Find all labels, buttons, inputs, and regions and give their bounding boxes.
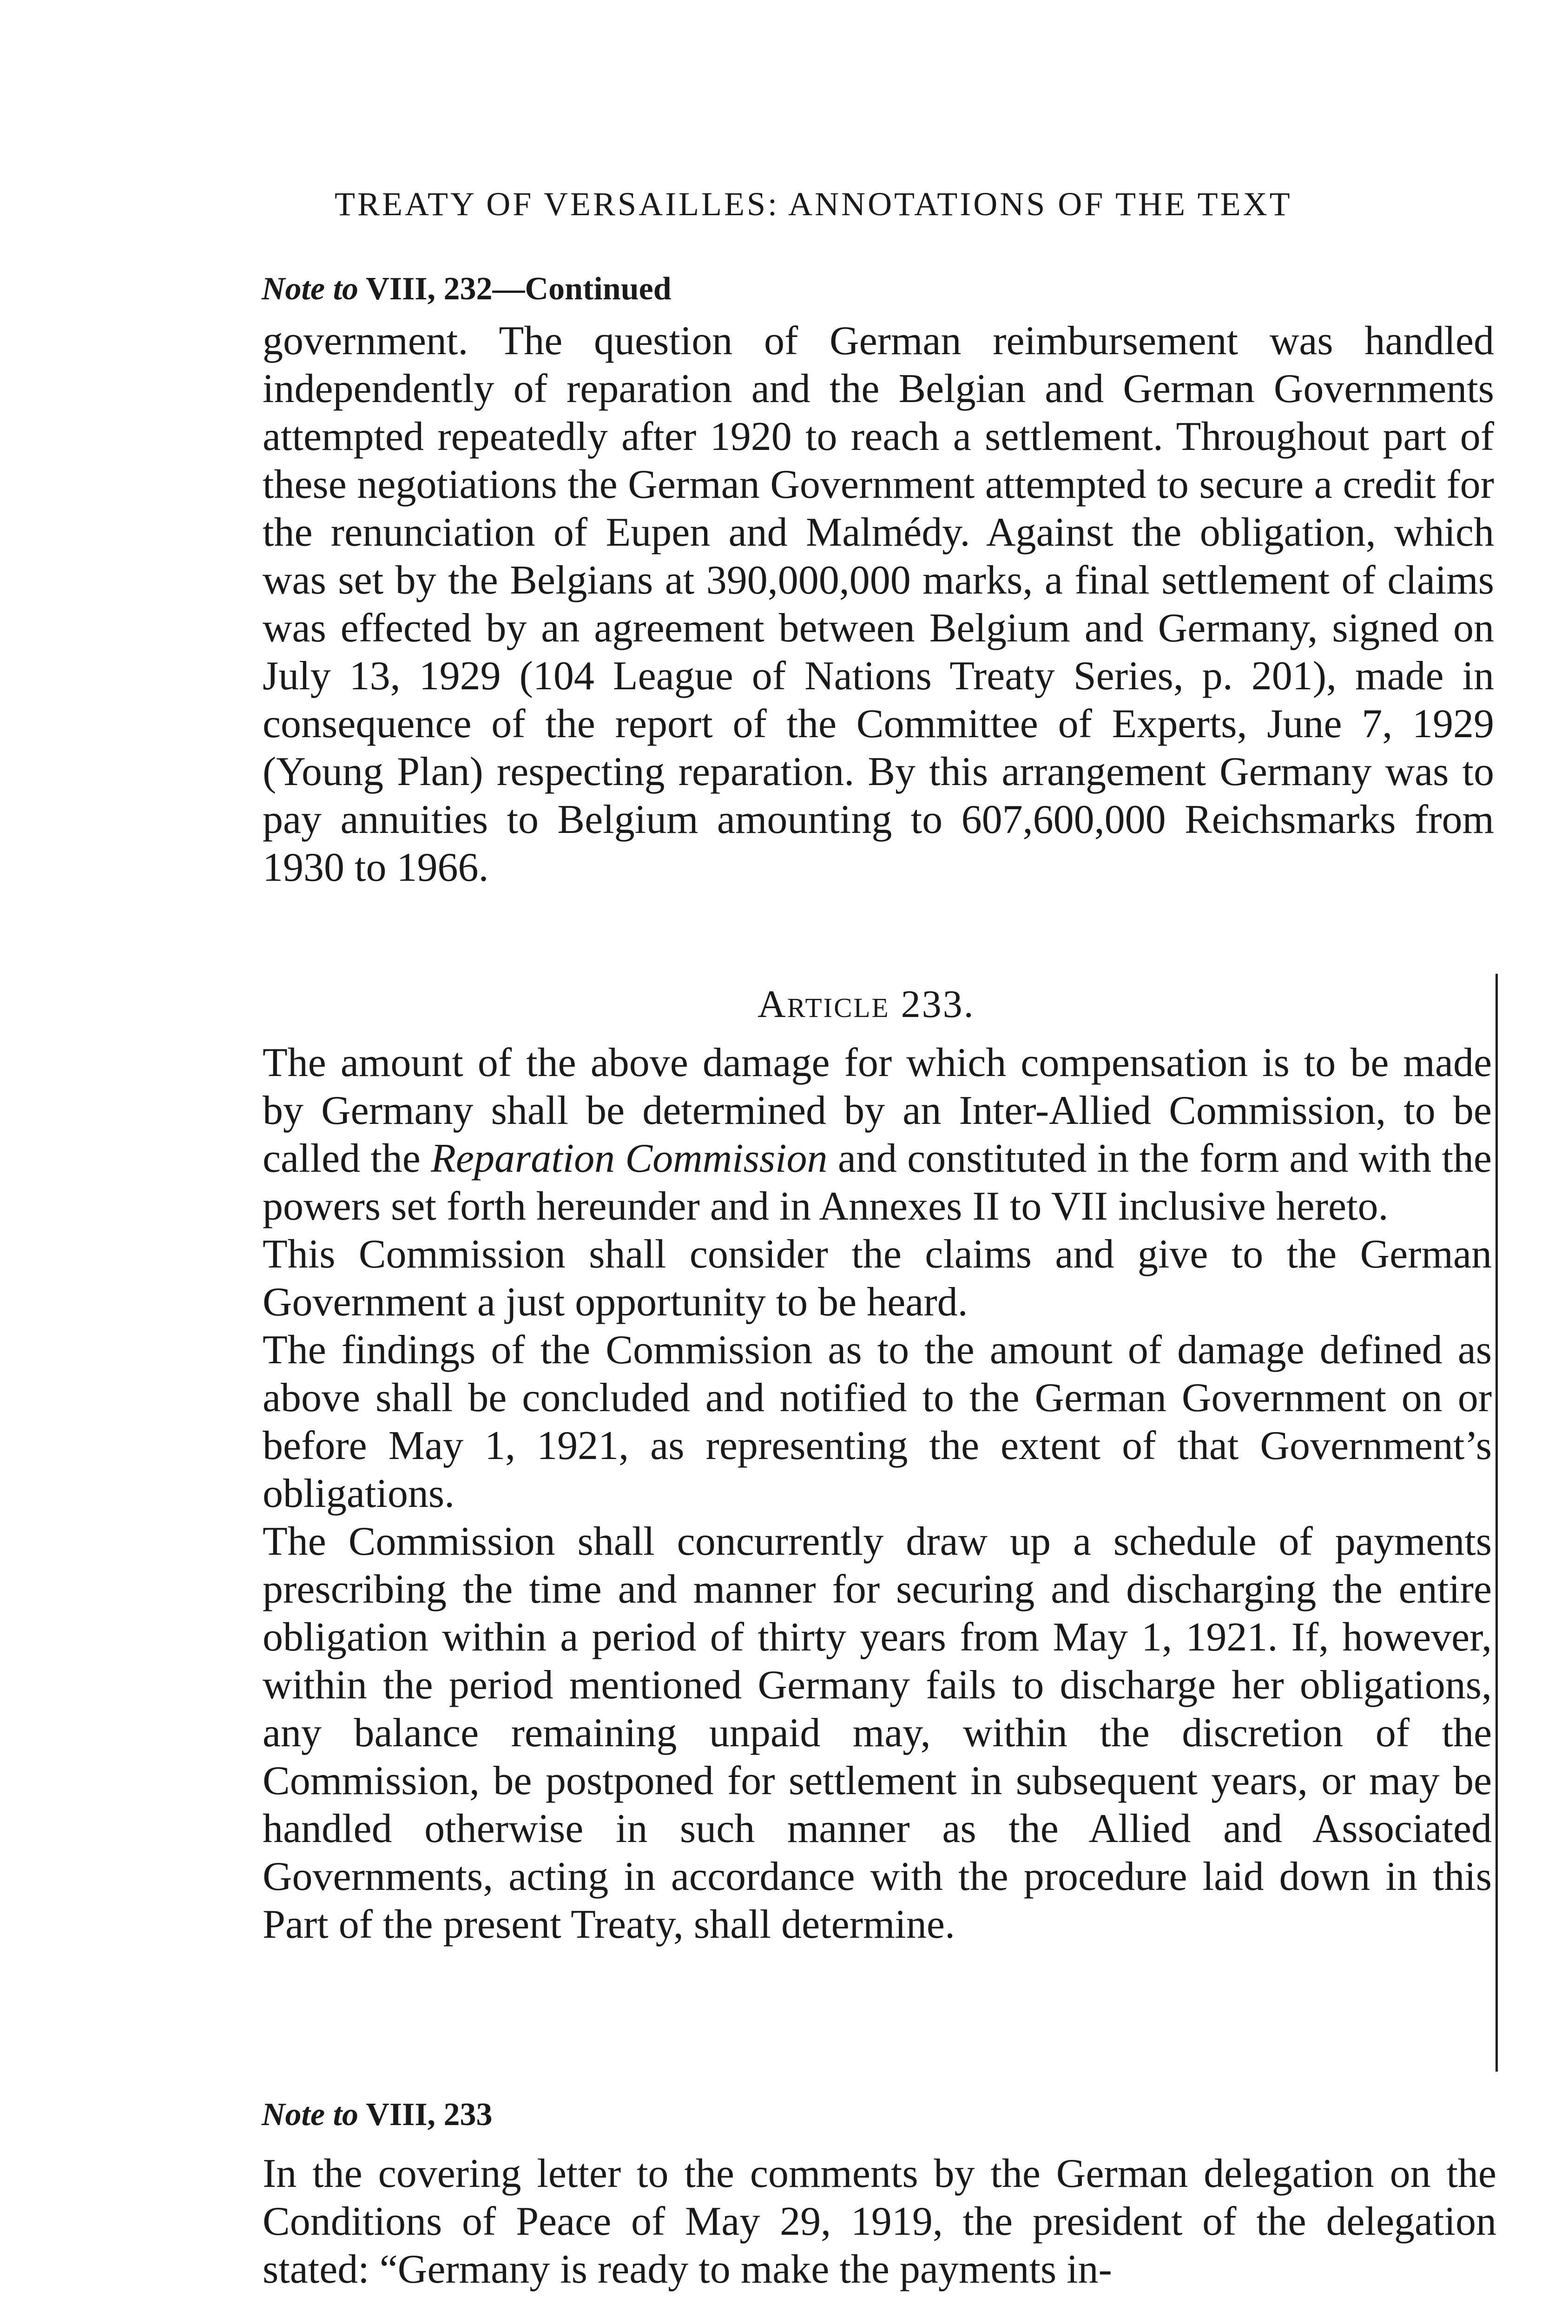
note-to-label: to [333,2097,359,2133]
article-paragraph-3: The findings of the Commission as to the amount of damage defined as above shall be concluded and notified to the German Government on or before May 1, 1921, as representing the extent of that Government’s obligations. [263,1327,1492,1516]
continuation-paragraph: government. The question of German reimbursement was handled independently of reparation and the Belgian and German Governments attempted repeatedly after 1920 to reach a settlement. Throughout part of these negotiations the German Government attempted to secure a credit for the renunciation of Eupen and Malmédy. Against the obligation, which was set by the Belgians at 390,000,000 marks, a final settlement of claims was effected by an agreement between Belgium and Germany, signed on July 13, 1929 (104 League of Nations Treaty Series, p. 201), made in consequence of the report of the Committee of Experts, June 7, 1929 (Young Plan) respecting reparation. By this arrangement Germany was to pay annuities to Belgium amounting to 607,600,000 Reichsmarks from 1930 to 1966. [263,318,1494,890]
note-to-label: to [333,271,359,307]
note-label: Note [262,271,325,307]
note-reference: VIII, 233 [366,2097,493,2133]
note-heading-233 [262,2096,493,2133]
article-233-text-block [263,1039,1492,1948]
continuation-text-block [263,317,1494,891]
note-reference: VIII, 232—Continued [366,271,672,307]
article-paragraph-2: This Commission shall consider the claims and give to the German Government a just opportunity to be heard. [263,1232,1492,1325]
article-paragraph-1 [263,1039,1492,1230]
article-233-title [758,982,975,1027]
article-title-text: Article 233. [758,983,975,1026]
running-head: TREATY OF VERSAILLES: ANNOTATIONS OF THE TEXT [335,185,1292,223]
article-paragraph-4: The Commission shall concurrently draw up a schedule of payments prescribing the time and manner for securing and discharging the entire obligation within a period of thirty years from May 1, 1921. If, however, within the period mentioned Germany fails to discharge her obligations, any balance remaining unpaid may, within the discretion of the Commission, be postponed for settlement in subsequent years, or may be handled otherwise in such manner as the Allied and Associated Governments, acting in accordance with the procedure laid down in this Part of the present Treaty, shall determine. [263,1519,1492,1947]
article-paragraph-1-after: and constituted in the form and with the powers set forth hereunder and in Annexes II to VII inclusive hereto. [263,1136,1492,1229]
note-heading-232-continued [262,271,672,308]
article-paragraph-1-before: The amount of the above damage for which compensation is to be made by Germany shall be determined by an Inter-Allied Commission, to be called the [263,1040,1492,1181]
note-233-paragraph: In the covering letter to the comments by the German delegation on the Conditions of Peace of May 29, 1919, the president of the delegation stated: “Germany is ready to make the payments in- [263,2151,1496,2292]
reparation-commission-term: Reparation Commission [431,1136,828,1181]
margin-side-rule [1496,974,1498,2072]
note-233-text-block [263,2150,1496,2293]
note-label: Note [262,2097,325,2133]
